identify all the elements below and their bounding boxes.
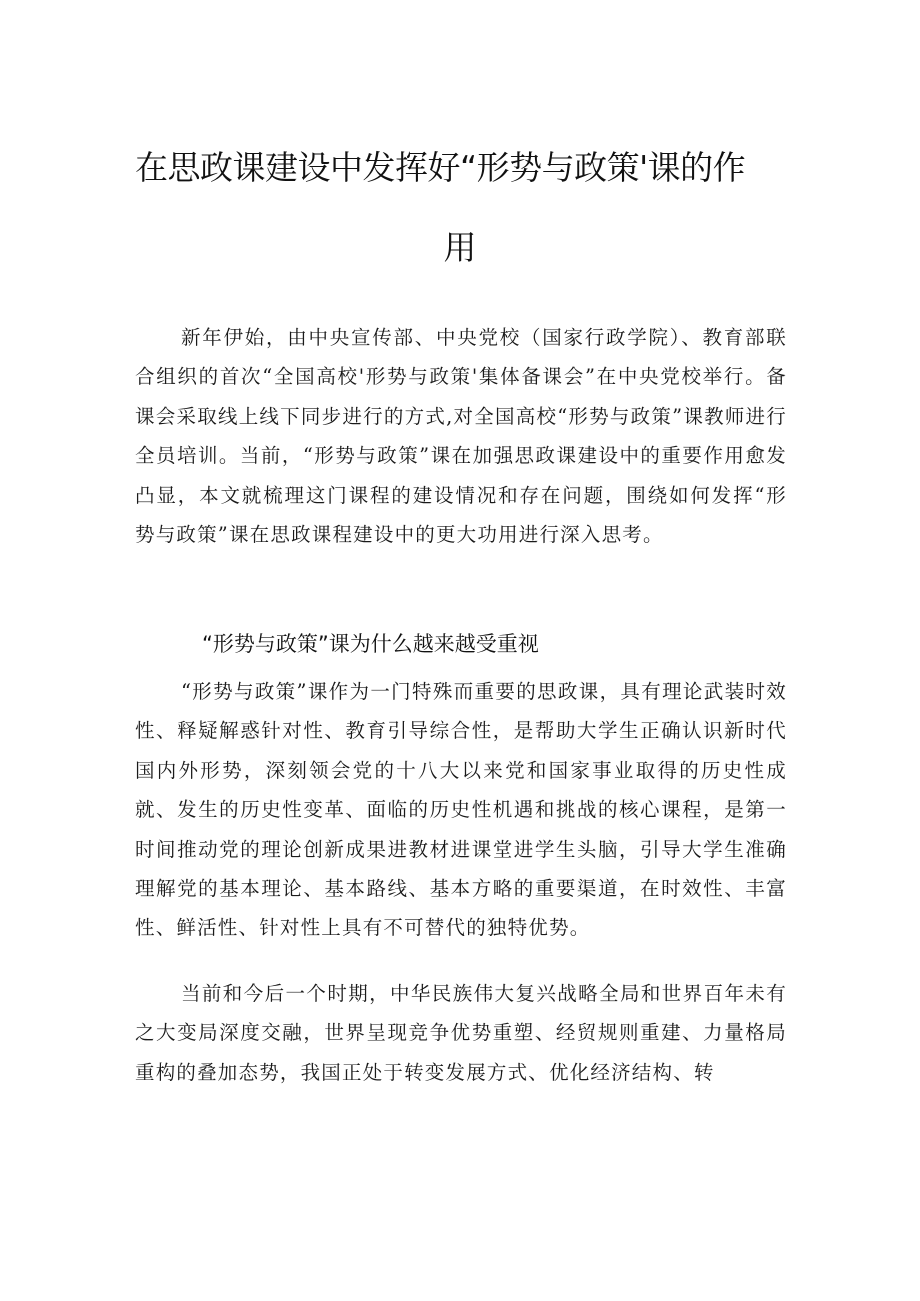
body-paragraph: 当前和今后一个时期，中华民族伟大复兴战略全局和世界百年未有之大变局深度交融，世界呈现竞争优势重塑、经贸规则重建、力量格局重构的叠加态势，我国正处于转变发展方式、优化经济结构、转: [135, 982, 787, 1084]
body-paragraph: “形势与政策”课作为一门特殊而重要的思政课，具有理论武装时效性、释疑解惑针对性、教育引导综合性，是帮助大学生正确认识新时代国内外形势，深刻领会党的十八大以来党和国家事业取得的历史性成就、发生的历史性变革、面临的历史性机遇和挑战的核心课程，是第一时间推动党的理论创新成果进教材进课堂进学生头脑，引导大学生准确理解党的基本理论、基本路线、基本方略的重要渠道，在时效性、丰富性、鲜活性、针对性上具有不可替代的独特优势。: [135, 680, 787, 940]
document-title-line-1: 在思政课建设中发挥好“形势与政策'课的作: [135, 148, 746, 187]
document-title-line-2: 用: [443, 228, 477, 267]
section-heading: “形势与政策”课为什么越来越受重视: [202, 632, 539, 656]
intro-paragraph: 新年伊始，由中央宣传部、中央党校（国家行政学院）、教育部联合组织的首次“全国高校'形势与政策'集体备课会”在中央党校举行。备课会采取线上线下同步进行的方式,对全国高校“形势与政策”课教师进行全员培训。当前，“形势与政策”课在加强思政课建设中的重要作用愈发凸显，本文就梳理这门课程的建设情况和存在问题，围绕如何发挥“形势与政策”课在思政课程建设中的更大功用进行深入思考。: [135, 326, 787, 547]
